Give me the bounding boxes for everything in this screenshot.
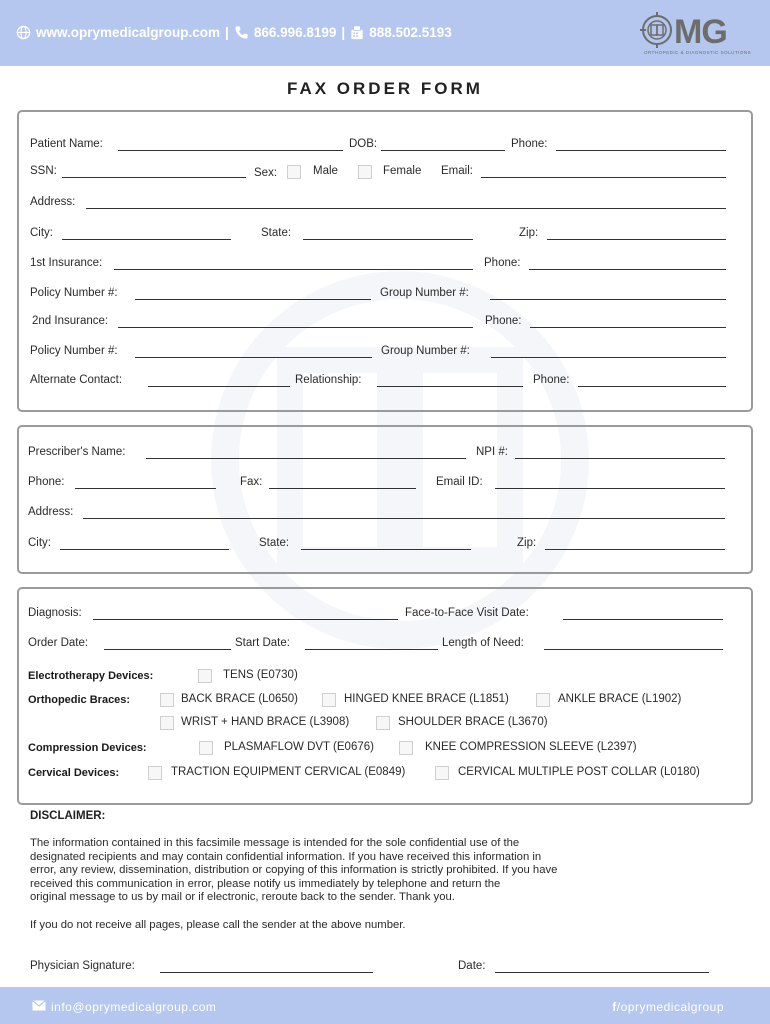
- signature-date-field[interactable]: [495, 972, 709, 973]
- row-orthopedic: [0, 693, 770, 711]
- separator: |: [341, 25, 346, 40]
- policy-2-field[interactable]: [135, 357, 372, 358]
- logo-text: MG: [674, 13, 727, 51]
- footer-band: [0, 987, 770, 1024]
- website-link[interactable]: www.oprymedicalgroup.com: [36, 25, 221, 40]
- prescriber-fax-label: Fax:: [240, 476, 263, 488]
- row-city: [0, 227, 770, 245]
- fax-icon: [350, 25, 364, 40]
- orthopedic-category: Orthopedic Braces:: [28, 694, 131, 706]
- diagnosis-label: Diagnosis:: [28, 607, 82, 619]
- row-prescriber-address: [0, 506, 770, 524]
- group-1-field[interactable]: [490, 299, 726, 300]
- header-contact: [16, 25, 452, 40]
- traction-label: TRACTION EQUIPMENT CERVICAL (E0849): [171, 766, 406, 778]
- prescriber-fax-field[interactable]: [269, 488, 416, 489]
- insurance-1-phone-label: Phone:: [484, 257, 521, 269]
- row-insurance-1: [0, 257, 770, 275]
- prescriber-name-field[interactable]: [146, 458, 466, 459]
- npi-field[interactable]: [515, 458, 725, 459]
- relationship-label: Relationship:: [295, 374, 362, 386]
- wrist-hand-checkbox[interactable]: [160, 716, 174, 730]
- alternate-phone-label: Phone:: [533, 374, 570, 386]
- row-patient-name: [0, 138, 770, 156]
- sex-label: Sex:: [254, 167, 278, 179]
- prescriber-phone-field[interactable]: [75, 488, 216, 489]
- back-brace-checkbox[interactable]: [160, 693, 174, 707]
- prescriber-phone-label: Phone:: [28, 476, 65, 488]
- disclaimer-title: DISCLAIMER:: [30, 810, 106, 822]
- shoulder-brace-label: SHOULDER BRACE (L3670): [398, 716, 548, 728]
- signature-date-label: Date:: [458, 960, 486, 972]
- group-1-label: Group Number #:: [380, 287, 469, 299]
- length-of-need-field[interactable]: [544, 649, 723, 650]
- insurance-1-phone-field[interactable]: [529, 269, 726, 270]
- fax-number[interactable]: 888.502.5193: [369, 25, 452, 40]
- prescriber-zip-label: Zip:: [517, 537, 537, 549]
- address-field[interactable]: [86, 208, 726, 209]
- insurance-2-phone-field[interactable]: [530, 327, 726, 328]
- ssn-label: SSN:: [30, 165, 57, 177]
- zip-field[interactable]: [547, 239, 726, 240]
- male-label: Male: [313, 165, 338, 177]
- footer-facebook: [612, 1000, 724, 1014]
- patient-name-field[interactable]: [118, 150, 343, 151]
- disclaimer-note: If you do not receive all pages, please call the sender at the above number.: [30, 919, 406, 931]
- header-band: [0, 0, 770, 66]
- row-policy-2: [0, 345, 770, 363]
- group-2-field[interactable]: [491, 357, 726, 358]
- start-date-field[interactable]: [305, 649, 438, 650]
- row-policy-1: [0, 287, 770, 305]
- female-checkbox[interactable]: [358, 165, 372, 179]
- mail-icon: [32, 1000, 46, 1014]
- prescriber-city-field[interactable]: [60, 549, 229, 550]
- face-to-face-label: Face-to-Face Visit Date:: [405, 607, 529, 619]
- page-title: FAX ORDER FORM: [287, 79, 483, 98]
- ankle-brace-checkbox[interactable]: [536, 693, 550, 707]
- cervical-category: Cervical Devices:: [28, 767, 120, 779]
- row-address: [0, 196, 770, 214]
- policy-2-label: Policy Number #:: [30, 345, 118, 357]
- order-date-field[interactable]: [104, 649, 231, 650]
- order-date-label: Order Date:: [28, 637, 89, 649]
- phone-icon: [234, 25, 249, 40]
- state-field[interactable]: [303, 239, 473, 240]
- city-field[interactable]: [62, 239, 231, 240]
- row-orthopedic-2: [0, 716, 770, 734]
- patient-name-label: Patient Name:: [30, 138, 103, 150]
- traction-checkbox[interactable]: [148, 766, 162, 780]
- prescriber-name-label: Prescriber's Name:: [28, 446, 126, 458]
- compression-category: Compression Devices:: [28, 742, 147, 754]
- insurance-1-field[interactable]: [114, 269, 473, 270]
- length-of-need-label: Length of Need:: [442, 637, 524, 649]
- prescriber-zip-field[interactable]: [545, 549, 725, 550]
- row-insurance-2: [0, 315, 770, 333]
- prescriber-state-field[interactable]: [301, 549, 471, 550]
- policy-1-label: Policy Number #:: [30, 287, 118, 299]
- dob-field[interactable]: [381, 150, 505, 151]
- separator: |: [225, 25, 229, 40]
- group-2-label: Group Number #:: [381, 345, 470, 357]
- hinged-knee-checkbox[interactable]: [322, 693, 336, 707]
- male-checkbox[interactable]: [287, 165, 301, 179]
- row-prescriber-city: [0, 537, 770, 555]
- prescriber-city-label: City:: [28, 537, 51, 549]
- company-logo: [638, 10, 752, 60]
- insurance-1-label: 1st Insurance:: [30, 257, 103, 269]
- knee-compression-label: KNEE COMPRESSION SLEEVE (L2397): [425, 741, 637, 753]
- physician-signature-field[interactable]: [160, 972, 373, 973]
- row-electrotherapy: [0, 669, 770, 687]
- start-date-label: Start Date:: [235, 637, 290, 649]
- city-label: City:: [30, 227, 53, 239]
- physician-signature-label: Physician Signature:: [30, 960, 135, 972]
- relationship-field[interactable]: [377, 386, 523, 387]
- row-ssn: [0, 165, 770, 183]
- zip-label: Zip:: [519, 227, 539, 239]
- row-diagnosis: [0, 607, 770, 625]
- prescriber-address-label: Address:: [28, 506, 74, 518]
- back-brace-label: BACK BRACE (L0650): [181, 693, 298, 705]
- prescriber-email-field[interactable]: [495, 488, 725, 489]
- row-compression: [0, 741, 770, 759]
- plasmaflow-checkbox[interactable]: [199, 741, 213, 755]
- row-alternate-contact: [0, 374, 770, 392]
- insurance-2-phone-label: Phone:: [485, 315, 522, 327]
- disclaimer-body: The information contained in this facsimile message is intended for the sole confidential use of the designated recipients and may contain confidential information. If you have received this information in error, any review, dissemination, distribution or copying of this information is strictly prohibited. If you have received this communication in error, please notify us immediately by telephone and return the original message to us by mail or if electronic, reroute back to the sender. Thank you.: [30, 837, 558, 904]
- knee-compression-checkbox[interactable]: [399, 741, 413, 755]
- footer-email: [32, 1000, 216, 1014]
- insurance-2-label: 2nd Insurance:: [32, 315, 109, 327]
- alternate-contact-label: Alternate Contact:: [30, 374, 123, 386]
- diagnosis-field[interactable]: [93, 619, 398, 620]
- dob-label: DOB:: [349, 138, 378, 150]
- row-cervical: [0, 766, 770, 784]
- row-prescriber-phone: [0, 476, 770, 494]
- cervical-collar-label: CERVICAL MULTIPLE POST COLLAR (L0180): [458, 766, 700, 778]
- prescriber-state-label: State:: [259, 537, 290, 549]
- insurance-2-field[interactable]: [118, 327, 473, 328]
- wrist-hand-label: WRIST + HAND BRACE (L3908): [181, 716, 350, 728]
- globe-icon: [16, 25, 31, 40]
- prescriber-address-field[interactable]: [83, 518, 725, 519]
- ssn-field[interactable]: [62, 177, 246, 178]
- electrotherapy-category: Electrotherapy Devices:: [28, 670, 154, 682]
- phone-number[interactable]: 866.996.8199: [253, 25, 337, 40]
- hinged-knee-label: HINGED KNEE BRACE (L1851): [344, 693, 509, 705]
- shoulder-brace-checkbox[interactable]: [376, 716, 390, 730]
- phone-field[interactable]: [556, 150, 726, 151]
- footer-email-link[interactable]: info@oprymedicalgroup.com: [51, 1000, 217, 1014]
- row-order-date: [0, 637, 770, 655]
- policy-1-field[interactable]: [135, 299, 371, 300]
- facebook-icon: f: [612, 1000, 617, 1014]
- face-to-face-field[interactable]: [563, 619, 723, 620]
- footer-facebook-link[interactable]: /oprymedicalgroup: [616, 1000, 724, 1014]
- tens-checkbox[interactable]: [198, 669, 212, 683]
- prescriber-email-label: Email ID:: [436, 476, 483, 488]
- alternate-contact-field[interactable]: [148, 386, 290, 387]
- row-prescriber-name: [0, 446, 770, 464]
- email-label: Email:: [441, 165, 473, 177]
- plasmaflow-label: PLASMAFLOW DVT (E0676): [224, 741, 374, 753]
- alternate-phone-field[interactable]: [578, 386, 726, 387]
- row-signature: [0, 960, 770, 978]
- female-label: Female: [383, 165, 422, 177]
- logo-mark-icon: [638, 10, 678, 50]
- npi-label: NPI #:: [476, 446, 508, 458]
- ankle-brace-label: ANKLE BRACE (L1902): [558, 693, 682, 705]
- phone-label: Phone:: [511, 138, 548, 150]
- email-field[interactable]: [481, 177, 726, 178]
- tens-label: TENS (E0730): [223, 669, 298, 681]
- cervical-collar-checkbox[interactable]: [435, 766, 449, 780]
- address-label: Address:: [30, 196, 76, 208]
- state-label: State:: [261, 227, 292, 239]
- logo-tagline: ORTHOPEDIC & DIAGNOSTIC SOLUTIONS: [644, 50, 752, 55]
